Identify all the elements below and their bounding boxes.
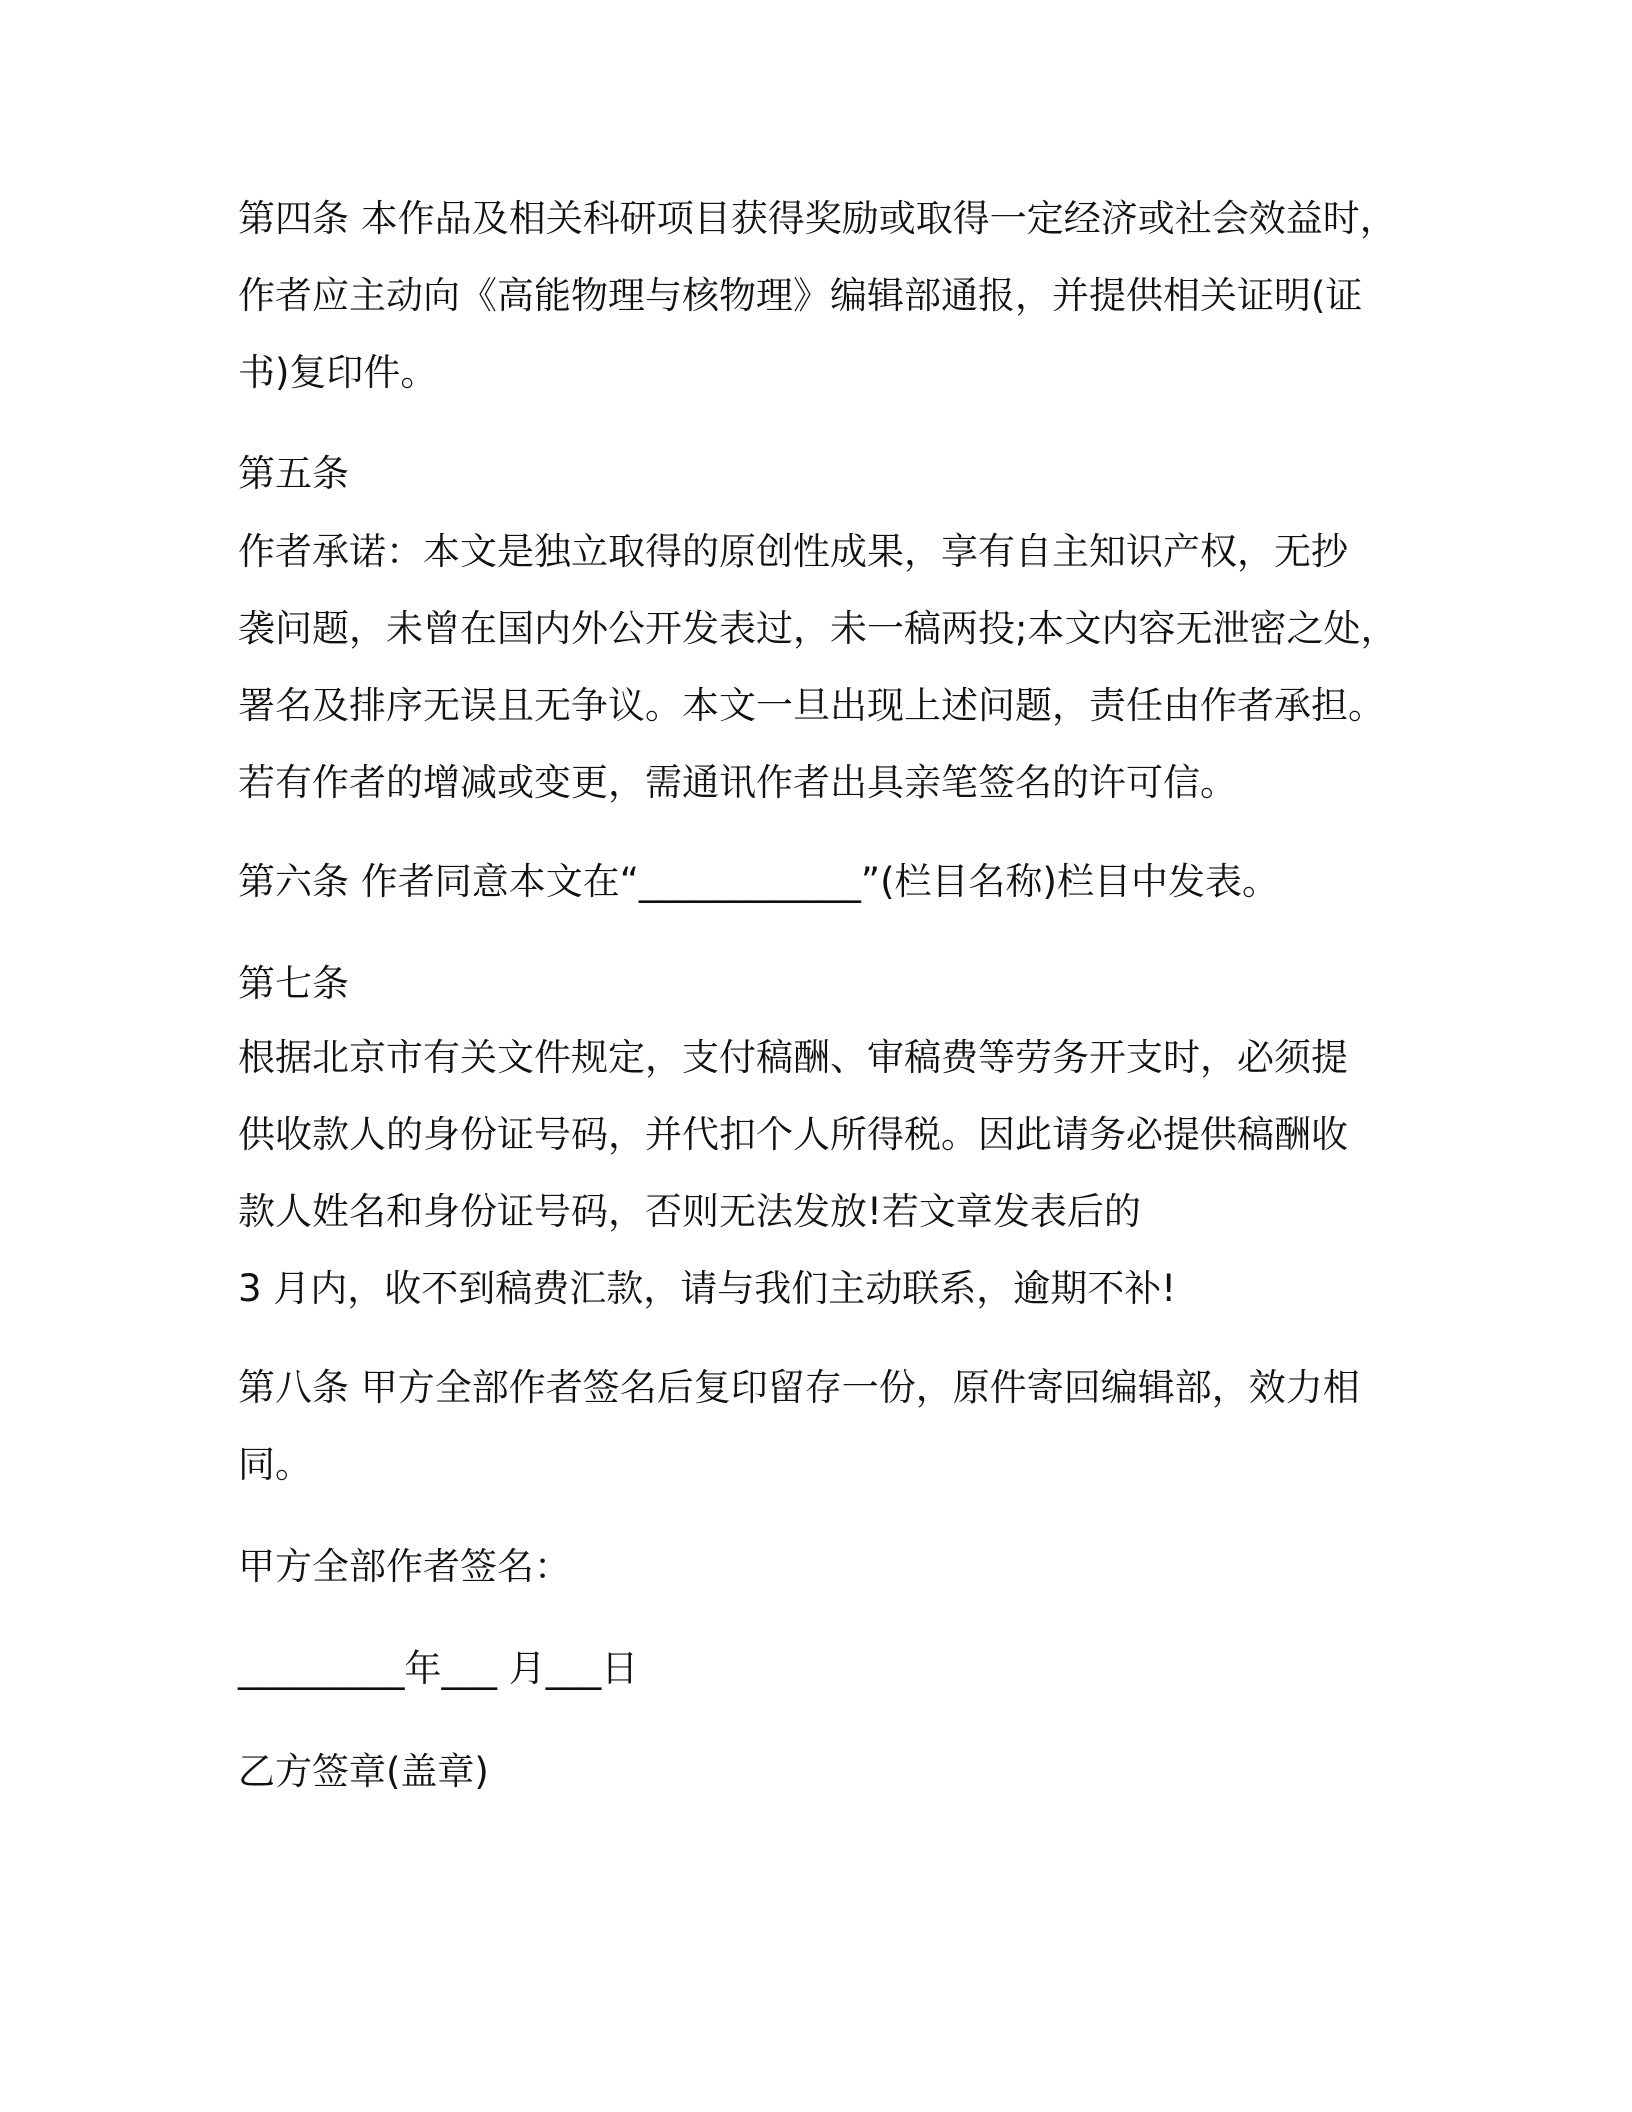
article-7-line-2: 供收款人的身份证号码，并代扣个人所得税。因此请务必提供稿酬收 — [238, 1113, 1348, 1156]
article-7-body — [238, 1019, 1348, 1327]
article-4-line-3: 书)复印件。 — [238, 351, 438, 394]
article-6: 第六条 作者同意本文在“____________”(栏目名称)栏目中发表。 — [238, 860, 1279, 903]
article-5-body — [238, 513, 1397, 821]
article-8 — [238, 1349, 1360, 1503]
signature-date: _________年___ 月___日 — [238, 1647, 639, 1690]
party-a-signature-label: 甲方全部作者签名： — [238, 1545, 571, 1588]
article-7-line-1: 根据北京市有关文件规定，支付稿酬、审稿费等劳务开支时，必须提 — [238, 1036, 1348, 1079]
article-4 — [238, 180, 1397, 411]
article-5-line-3: 署名及排序无误且无争议。本文一旦出现上述问题，责任由作者承担。 — [238, 684, 1385, 727]
article-5-heading: 第五条 — [238, 452, 349, 495]
article-7-line-3: 款人姓名和身份证号码，否则无法发放!若文章发表后的 — [238, 1190, 1141, 1233]
article-8-line-1: 第八条 甲方全部作者签名后复印留存一份，原件寄回编辑部，效力相 — [238, 1366, 1360, 1409]
article-5-line-4: 若有作者的增减或变更，需通讯作者出具亲笔签名的许可信。 — [238, 761, 1237, 804]
article-5-line-2: 袭问题，未曾在国内外公开发表过，未一稿两投;本文内容无泄密之处， — [238, 607, 1398, 650]
article-8-line-2: 同。 — [238, 1443, 312, 1486]
article-5-line-1: 作者承诺：本文是独立取得的原创性成果，享有自主知识产权，无抄 — [238, 530, 1348, 573]
article-7-heading: 第七条 — [238, 962, 349, 1005]
article-7-line-4: 3 月内，收不到稿费汇款，请与我们主动联系，逾期不补! — [238, 1267, 1177, 1310]
article-4-line-1: 第四条 本作品及相关科研项目获得奖励或取得一定经济或社会效益时， — [238, 197, 1397, 240]
party-b-seal-label: 乙方签章(盖章) — [238, 1750, 489, 1793]
article-4-line-2: 作者应主动向《高能物理与核物理》编辑部通报，并提供相关证明(证 — [238, 274, 1363, 317]
